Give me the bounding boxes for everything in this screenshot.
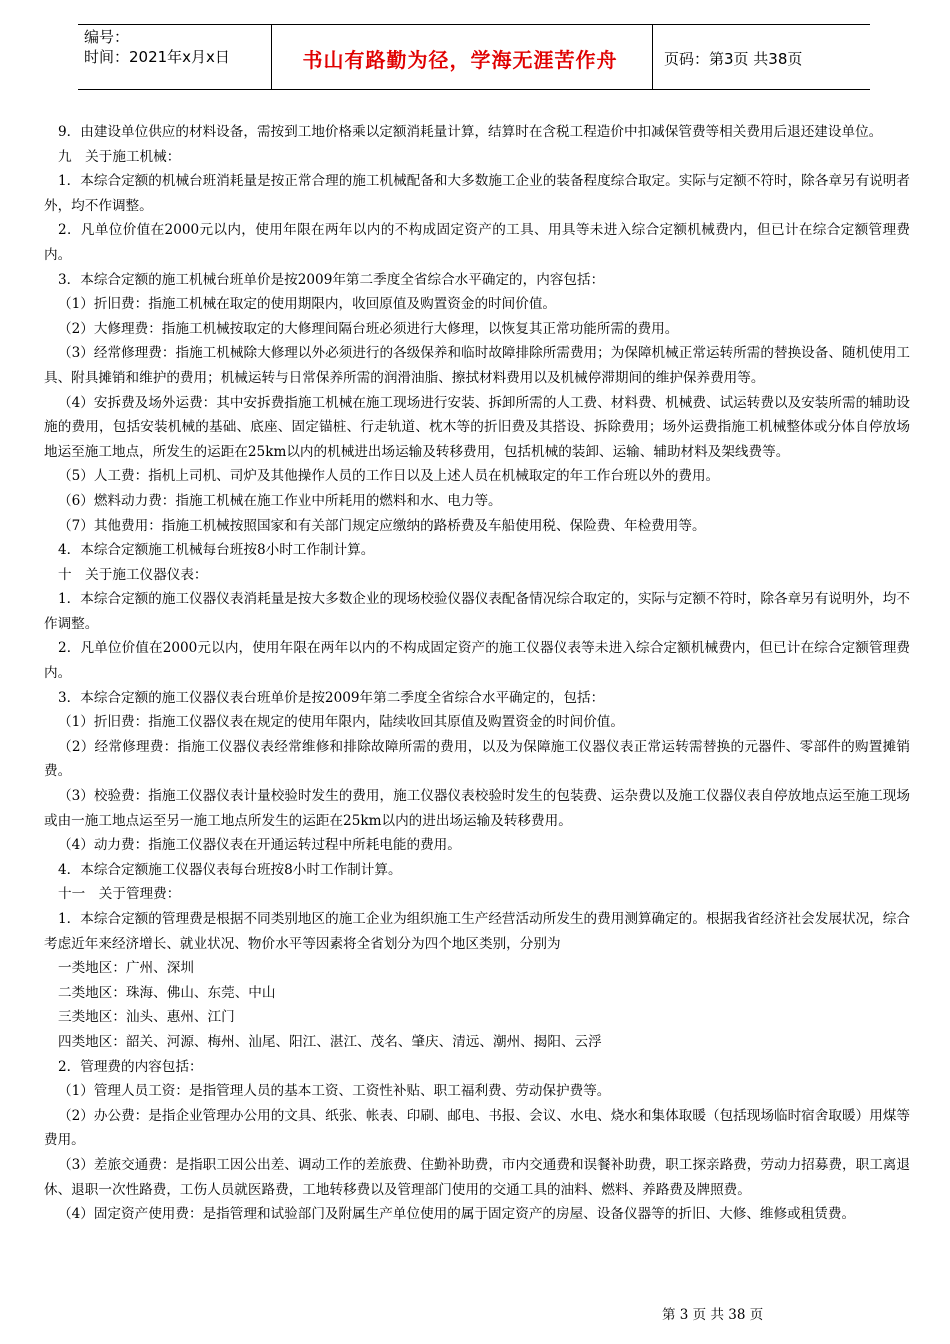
header-divider-right: [652, 24, 653, 90]
paragraph: （2）办公费：是指企业管理办公用的文具、纸张、帐表、印刷、邮电、书报、会议、水电、烧水和集体取暖（包括现场临时宿舍取暖）用煤等费用。: [44, 1107, 910, 1149]
paragraph: （4）固定资产使用费：是指管理和试验部门及附属生产单位使用的属于固定资产的房屋、设备仪器等的折旧、大修、维修或租赁费。: [58, 1206, 856, 1223]
paragraph: 二类地区：珠海、佛山、东莞、中山: [58, 984, 276, 1001]
paragraph: （6）燃料动力费：指施工机械在施工作业中所耗用的燃料和水、电力等。: [58, 492, 502, 509]
paragraph: 2．凡单位价值在2000元以内，使用年限在两年以内的不构成固定资产的施工仪器仪表等未进入综合定额机械费内，但已计在综合定额管理费内。: [44, 640, 910, 682]
paragraph: （7）其他费用：指施工机械按照国家和有关部门规定应缴纳的路桥费及车船使用税、保险费、年检费用等。: [58, 517, 706, 534]
paragraph: 4．本综合定额施工仪器仪表每台班按8小时工作制计算。: [58, 861, 402, 878]
paragraph: 2．凡单位价值在2000元以内，使用年限在两年以内的不构成固定资产的工具、用具等未进入综合定额机械费内，但已计在综合定额管理费内。: [44, 222, 910, 263]
paragraph: 十 关于施工仪器仪表：: [58, 566, 208, 583]
paragraph: 3．本综合定额的施工仪器仪表台班单价是按2009年第二季度全省综合水平确定的，包括：: [58, 689, 605, 706]
paragraph: 1．本综合定额的机械台班消耗量是按正常合理的施工机械配备和大多数施工企业的装备程度综合取定。实际与定额不符时，除各章另有说明者外，均不作调整。: [44, 173, 910, 214]
header-meta: [84, 27, 230, 67]
header-page-code: 页码：第3页 共38页: [664, 50, 803, 68]
paragraph: （5）人工费：指机上司机、司炉及其他操作人员的工作日以及上述人员在机械取定的年工作台班以外的费用。: [58, 468, 720, 485]
paragraph: 2．管理费的内容包括：: [58, 1058, 203, 1075]
paragraph: （1）折旧费：指施工仪器仪表在规定的使用年限内，陆续收回其原值及购置资金的时间价值。: [58, 714, 624, 731]
paragraph: 4．本综合定额施工机械每台班按8小时工作制计算。: [58, 542, 375, 559]
header-number-label: 编号：: [84, 28, 130, 46]
paragraph: 3．本综合定额的施工机械台班单价是按2009年第二季度全省综合水平确定的，内容包括：: [58, 271, 605, 288]
header-time-label: 时间：2021年x月x日: [84, 48, 230, 66]
paragraph: 三类地区：汕头、惠州、江门: [58, 1009, 235, 1026]
paragraph: （1）折旧费：指施工机械在取定的使用期限内，收回原值及购置资金的时间价值。: [58, 296, 557, 313]
paragraph: （1）管理人员工资：是指管理人员的基本工资、工资性补贴、职工福利费、劳动保护费等。: [58, 1083, 611, 1100]
paragraph: （3）校验费：指施工仪器仪表计量校验时发生的费用，施工仪器仪表校验时发生的包装费、运杂费以及施工仪器仪表自停放地点运至施工现场或由一施工地点运至另一施工地点所发生的运距在25km以内的进出场运输及转移费用。: [44, 788, 910, 829]
paragraph: （3）经常修理费：指施工机械除大修理以外必须进行的各级保养和临时故障排除所需费用；为保障机械正常运转所需的替换设备、随机使用工具、附具摊销和维护的费用；机械运转与日常保养所需的润滑油脂、擦拭材料费用以及机械停滞期间的维护保养费用等。: [44, 345, 910, 386]
paragraph: 十一 关于管理费：: [58, 886, 181, 903]
paragraph: 9．由建设单位供应的材料设备，需按到工地价格乘以定额消耗量计算，结算时在含税工程造价中扣减保管费等相关费用后退还建设单位。: [58, 124, 883, 140]
document-body: [44, 120, 910, 1227]
paragraph: 1．本综合定额的管理费是根据不同类别地区的施工企业为组织施工生产经营活动所发生的费用测算确定的。根据我省经济社会发展状况，综合考虑近年来经济增长、就业状况、物价水平等因素将全省划分为四个地区类别，分别为: [44, 911, 910, 952]
page-header: [78, 24, 870, 90]
header-bottom-rule: [78, 89, 870, 90]
paragraph: 四类地区：韶关、河源、梅州、汕尾、阳江、湛江、茂名、肇庆、清远、潮州、揭阳、云浮: [58, 1033, 602, 1050]
paragraph: （2）经常修理费：指施工仪器仪表经常维修和排除故障所需的费用，以及为保障施工仪器仪表正常运转需替换的元器件、零部件的购置摊销费。: [44, 738, 910, 780]
paragraph: 一类地区：广州、深圳: [58, 960, 194, 977]
paragraph: （3）差旅交通费：是指职工因公出差、调动工作的差旅费、住勤补助费，市内交通费和误餐补助费，职工探亲路费，劳动力招募费，职工离退休、退职一次性路费，工伤人员就医路费，工地转移费以及管理部门使用的交通工具的油料、燃料、养路费及牌照费。: [44, 1156, 910, 1198]
header-top-rule: [78, 24, 870, 25]
paragraph: （4）安拆费及场外运费：其中安拆费指施工机械在施工现场进行安装、拆卸所需的人工费、材料费、机械费、试运转费以及安装所需的辅助设施的费用，包括安装机械的基础、底座、固定锚桩、行走轨道、枕木等的折旧费及其搭设、拆除费用；场外运费指施工机械整体或分体自停放场地运至施工地点，所发生的运距在25km以内的机械进出场运输及转移费用，包括机械的装卸、运输、辅助材料及架线费等。: [44, 394, 910, 460]
page-footer: 第 3 页 共 38 页: [662, 1307, 764, 1323]
paragraph: 1．本综合定额的施工仪器仪表消耗量是按大多数企业的现场校验仪器仪表配备情况综合取定的，实际与定额不符时，除各章另有说明外，均不作调整。: [44, 591, 910, 632]
paragraph: 九 关于施工机械：: [58, 148, 181, 165]
paragraph: （4）动力费：指施工仪器仪表在开通运转过程中所耗电能的费用。: [58, 837, 461, 854]
paragraph: （2）大修理费：指施工机械按取定的大修理间隔台班必须进行大修理，以恢复其正常功能所需的费用。: [58, 320, 679, 337]
header-motto: 书山有路勤为径，学海无涯苦作舟: [302, 48, 618, 72]
